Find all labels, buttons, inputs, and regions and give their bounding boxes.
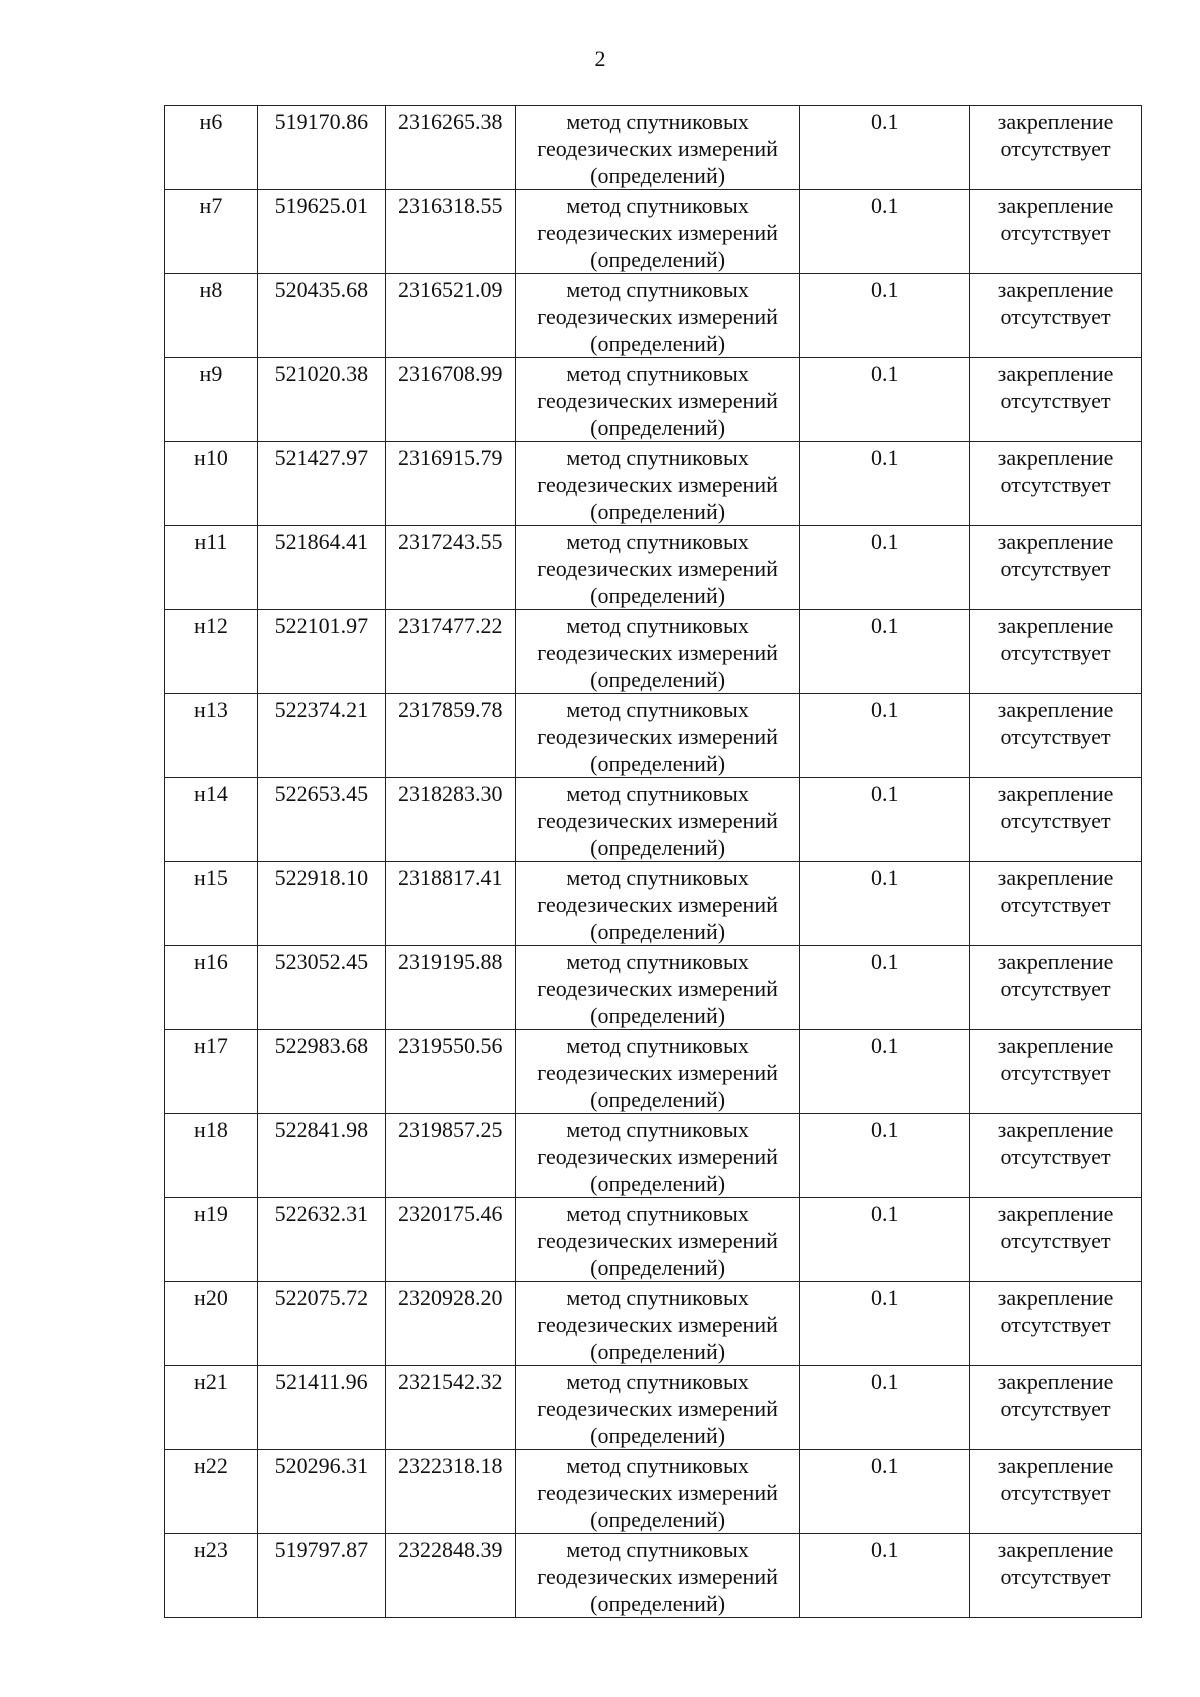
x-coordinate-cell: 522374.21 <box>257 694 385 778</box>
x-coordinate-cell: 522075.72 <box>257 1282 385 1366</box>
accuracy-cell: 0.1 <box>800 1534 970 1618</box>
y-coordinate-cell: 2316521.09 <box>385 274 515 358</box>
y-coordinate-cell: 2319857.25 <box>385 1114 515 1198</box>
point-id-cell: н6 <box>165 106 258 190</box>
method-cell: метод спутниковых геодезических измерений (определений) <box>515 106 800 190</box>
y-coordinate-cell: 2322318.18 <box>385 1450 515 1534</box>
y-coordinate-cell: 2316708.99 <box>385 358 515 442</box>
fixing-cell: закрепление отсутствует <box>970 610 1142 694</box>
x-coordinate-cell: 522983.68 <box>257 1030 385 1114</box>
method-cell: метод спутниковых геодезических измерений (определений) <box>515 946 800 1030</box>
y-coordinate-cell: 2317477.22 <box>385 610 515 694</box>
x-coordinate-cell: 522101.97 <box>257 610 385 694</box>
x-coordinate-cell: 519170.86 <box>257 106 385 190</box>
point-id-cell: н8 <box>165 274 258 358</box>
fixing-cell: закрепление отсутствует <box>970 442 1142 526</box>
table-row <box>165 778 1142 862</box>
x-coordinate-cell: 522918.10 <box>257 862 385 946</box>
x-coordinate-cell: 521427.97 <box>257 442 385 526</box>
accuracy-cell: 0.1 <box>800 778 970 862</box>
y-coordinate-cell: 2318283.30 <box>385 778 515 862</box>
table-row <box>165 1450 1142 1534</box>
x-coordinate-cell: 523052.45 <box>257 946 385 1030</box>
y-coordinate-cell: 2318817.41 <box>385 862 515 946</box>
point-id-cell: н19 <box>165 1198 258 1282</box>
method-cell: метод спутниковых геодезических измерений (определений) <box>515 1450 800 1534</box>
table-row <box>165 1282 1142 1366</box>
table-row <box>165 526 1142 610</box>
table-row <box>165 946 1142 1030</box>
fixing-cell: закрепление отсутствует <box>970 694 1142 778</box>
point-id-cell: н18 <box>165 1114 258 1198</box>
y-coordinate-cell: 2320175.46 <box>385 1198 515 1282</box>
fixing-cell: закрепление отсутствует <box>970 190 1142 274</box>
point-id-cell: н23 <box>165 1534 258 1618</box>
fixing-cell: закрепление отсутствует <box>970 946 1142 1030</box>
method-cell: метод спутниковых геодезических измерений (определений) <box>515 1114 800 1198</box>
method-cell: метод спутниковых геодезических измерений (определений) <box>515 358 800 442</box>
fixing-cell: закрепление отсутствует <box>970 1030 1142 1114</box>
accuracy-cell: 0.1 <box>800 1450 970 1534</box>
table-row <box>165 694 1142 778</box>
fixing-cell: закрепление отсутствует <box>970 526 1142 610</box>
method-cell: метод спутниковых геодезических измерений (определений) <box>515 1030 800 1114</box>
table-row <box>165 1198 1142 1282</box>
accuracy-cell: 0.1 <box>800 862 970 946</box>
accuracy-cell: 0.1 <box>800 1030 970 1114</box>
table-row <box>165 1030 1142 1114</box>
fixing-cell: закрепление отсутствует <box>970 274 1142 358</box>
method-cell: метод спутниковых геодезических измерений (определений) <box>515 1366 800 1450</box>
fixing-cell: закрепление отсутствует <box>970 1534 1142 1618</box>
method-cell: метод спутниковых геодезических измерений (определений) <box>515 274 800 358</box>
method-cell: метод спутниковых геодезических измерений (определений) <box>515 862 800 946</box>
table-row <box>165 610 1142 694</box>
accuracy-cell: 0.1 <box>800 694 970 778</box>
table-row <box>165 862 1142 946</box>
point-id-cell: н7 <box>165 190 258 274</box>
point-id-cell: н21 <box>165 1366 258 1450</box>
table-row <box>165 1114 1142 1198</box>
x-coordinate-cell: 521864.41 <box>257 526 385 610</box>
y-coordinate-cell: 2317859.78 <box>385 694 515 778</box>
fixing-cell: закрепление отсутствует <box>970 106 1142 190</box>
coordinates-table <box>164 105 1142 1618</box>
fixing-cell: закрепление отсутствует <box>970 1366 1142 1450</box>
method-cell: метод спутниковых геодезических измерений (определений) <box>515 1198 800 1282</box>
point-id-cell: н13 <box>165 694 258 778</box>
fixing-cell: закрепление отсутствует <box>970 1114 1142 1198</box>
fixing-cell: закрепление отсутствует <box>970 778 1142 862</box>
point-id-cell: н20 <box>165 1282 258 1366</box>
method-cell: метод спутниковых геодезических измерений (определений) <box>515 442 800 526</box>
table-row <box>165 442 1142 526</box>
table-row <box>165 190 1142 274</box>
method-cell: метод спутниковых геодезических измерений (определений) <box>515 1534 800 1618</box>
fixing-cell: закрепление отсутствует <box>970 1450 1142 1534</box>
accuracy-cell: 0.1 <box>800 358 970 442</box>
point-id-cell: н22 <box>165 1450 258 1534</box>
y-coordinate-cell: 2316265.38 <box>385 106 515 190</box>
table-row <box>165 1534 1142 1618</box>
method-cell: метод спутниковых геодезических измерений (определений) <box>515 610 800 694</box>
accuracy-cell: 0.1 <box>800 442 970 526</box>
x-coordinate-cell: 519797.87 <box>257 1534 385 1618</box>
accuracy-cell: 0.1 <box>800 1282 970 1366</box>
method-cell: метод спутниковых геодезических измерений (определений) <box>515 190 800 274</box>
x-coordinate-cell: 522841.98 <box>257 1114 385 1198</box>
accuracy-cell: 0.1 <box>800 610 970 694</box>
method-cell: метод спутниковых геодезических измерений (определений) <box>515 778 800 862</box>
y-coordinate-cell: 2316915.79 <box>385 442 515 526</box>
accuracy-cell: 0.1 <box>800 106 970 190</box>
fixing-cell: закрепление отсутствует <box>970 1282 1142 1366</box>
x-coordinate-cell: 520296.31 <box>257 1450 385 1534</box>
x-coordinate-cell: 520435.68 <box>257 274 385 358</box>
point-id-cell: н15 <box>165 862 258 946</box>
accuracy-cell: 0.1 <box>800 190 970 274</box>
accuracy-cell: 0.1 <box>800 1366 970 1450</box>
point-id-cell: н11 <box>165 526 258 610</box>
x-coordinate-cell: 521020.38 <box>257 358 385 442</box>
y-coordinate-cell: 2319550.56 <box>385 1030 515 1114</box>
x-coordinate-cell: 522632.31 <box>257 1198 385 1282</box>
fixing-cell: закрепление отсутствует <box>970 1198 1142 1282</box>
table-row <box>165 274 1142 358</box>
method-cell: метод спутниковых геодезических измерений (определений) <box>515 1282 800 1366</box>
table-row <box>165 1366 1142 1450</box>
x-coordinate-cell: 522653.45 <box>257 778 385 862</box>
table-row <box>165 106 1142 190</box>
accuracy-cell: 0.1 <box>800 1198 970 1282</box>
point-id-cell: н17 <box>165 1030 258 1114</box>
y-coordinate-cell: 2316318.55 <box>385 190 515 274</box>
y-coordinate-cell: 2319195.88 <box>385 946 515 1030</box>
point-id-cell: н12 <box>165 610 258 694</box>
page-number: 2 <box>594 46 606 71</box>
table-row <box>165 358 1142 442</box>
y-coordinate-cell: 2320928.20 <box>385 1282 515 1366</box>
accuracy-cell: 0.1 <box>800 1114 970 1198</box>
y-coordinate-cell: 2322848.39 <box>385 1534 515 1618</box>
x-coordinate-cell: 521411.96 <box>257 1366 385 1450</box>
accuracy-cell: 0.1 <box>800 526 970 610</box>
x-coordinate-cell: 519625.01 <box>257 190 385 274</box>
fixing-cell: закрепление отсутствует <box>970 358 1142 442</box>
method-cell: метод спутниковых геодезических измерений (определений) <box>515 526 800 610</box>
fixing-cell: закрепление отсутствует <box>970 862 1142 946</box>
point-id-cell: н16 <box>165 946 258 1030</box>
point-id-cell: н9 <box>165 358 258 442</box>
method-cell: метод спутниковых геодезических измерений (определений) <box>515 694 800 778</box>
y-coordinate-cell: 2317243.55 <box>385 526 515 610</box>
point-id-cell: н10 <box>165 442 258 526</box>
accuracy-cell: 0.1 <box>800 274 970 358</box>
y-coordinate-cell: 2321542.32 <box>385 1366 515 1450</box>
point-id-cell: н14 <box>165 778 258 862</box>
accuracy-cell: 0.1 <box>800 946 970 1030</box>
